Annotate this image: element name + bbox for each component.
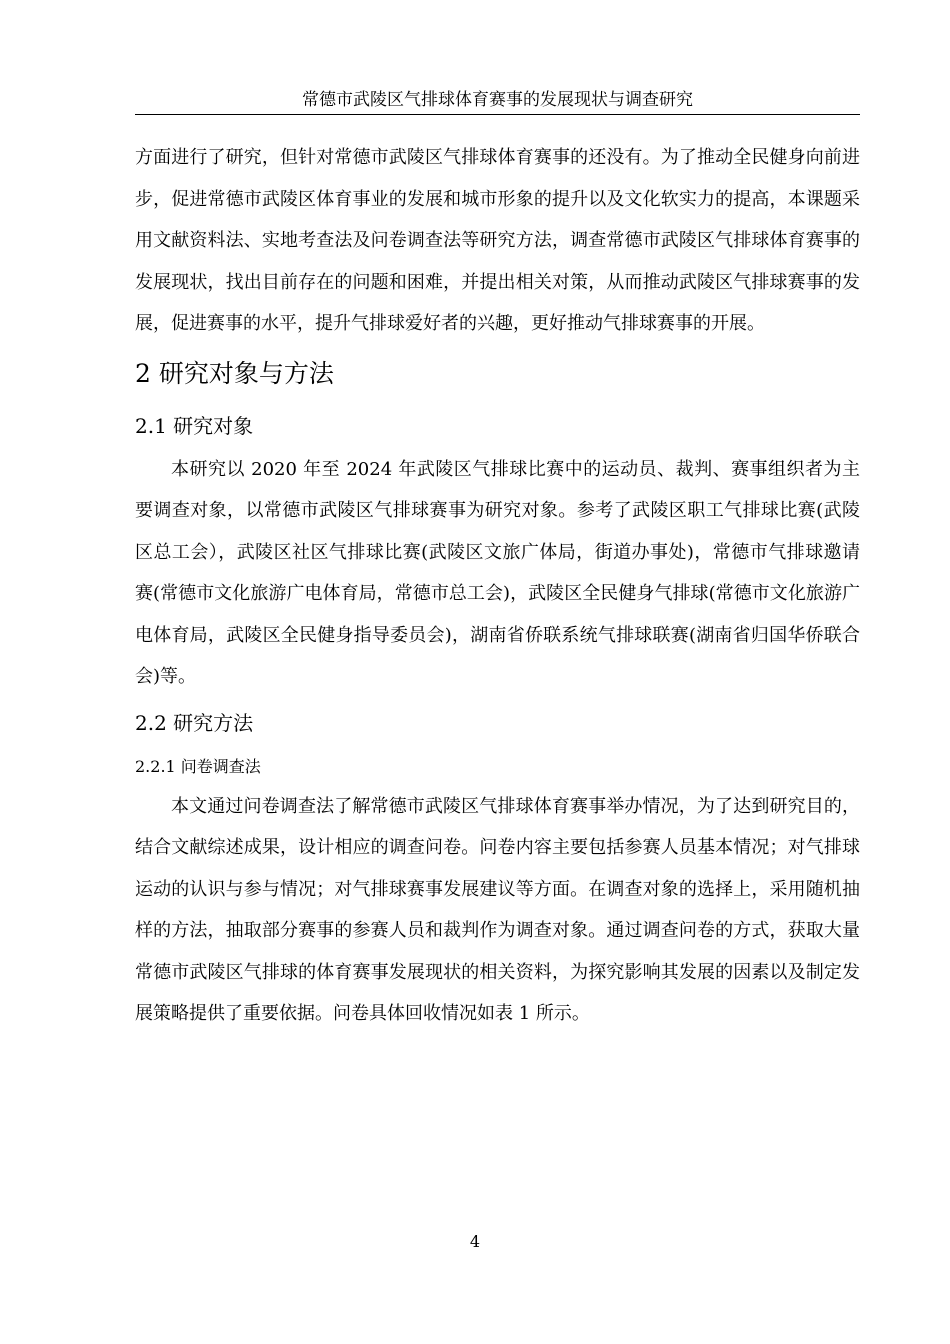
- header-divider: [135, 114, 860, 115]
- document-body: [135, 137, 860, 1035]
- section-2-2-1-heading: 2.2.1 问卷调查法: [135, 756, 261, 776]
- section-2-1-heading: 2.1 研究对象: [135, 413, 254, 438]
- section-2-2-heading: 2.2 研究方法: [135, 710, 254, 735]
- section-2-1-paragraph: 本研究以 2020 年至 2024 年武陵区气排球比赛中的运动员、裁判、赛事组织者为主要调查对象，以常德市武陵区气排球赛事为研究对象。参考了武陵区职工气排球比赛(武陵区总工会），武陵区社区气排球比赛(武陵区文旅广体局，街道办事处)，常德市气排球邀请赛(常德市文化旅游广电体育局，常德市总工会)，武陵区全民健身气排球(常德市文化旅游广电体育局，武陵区全民健身指导委员会)，湖南省侨联系统气排球联赛(湖南省归国华侨联合会)等。: [135, 458, 860, 687]
- running-header-title: 常德市武陵区气排球体育赛事的发展现状与调查研究: [302, 90, 693, 110]
- intro-paragraph: 方面进行了研究，但针对常德市武陵区气排球体育赛事的还没有。为了推动全民健身向前进步，促进常德市武陵区体育事业的发展和城市形象的提升以及文化软实力的提高，本课题采用文献资料法、实地考查法及问卷调查法等研究方法，调查常德市武陵区气排球体育赛事的发展现状，找出目前存在的问题和困难，并提出相关对策，从而推动武陵区气排球赛事的发展，促进赛事的水平，提升气排球爱好者的兴趣，更好推动气排球赛事的开展。: [135, 147, 860, 334]
- section-2-2-1-paragraph: 本文通过问卷调查法了解常德市武陵区气排球体育赛事举办情况，为了达到研究目的，结合文献综述成果，设计相应的调查问卷。问卷内容主要包括参赛人员基本情况；对气排球运动的认识与参与情况；对气排球赛事发展建议等方面。在调查对象的选择上，采用随机抽样的方法，抽取部分赛事的参赛人员和裁判作为调查对象。通过调查问卷的方式，获取大量常德市武陵区气排球的体育赛事发展现状的相关资料，为探究影响其发展的因素以及制定发展策略提供了重要依据。问卷具体回收情况如表 1 所示。: [135, 795, 860, 1024]
- page-number: 4: [469, 1232, 481, 1251]
- section-2-heading: 2 研究对象与方法: [135, 358, 334, 388]
